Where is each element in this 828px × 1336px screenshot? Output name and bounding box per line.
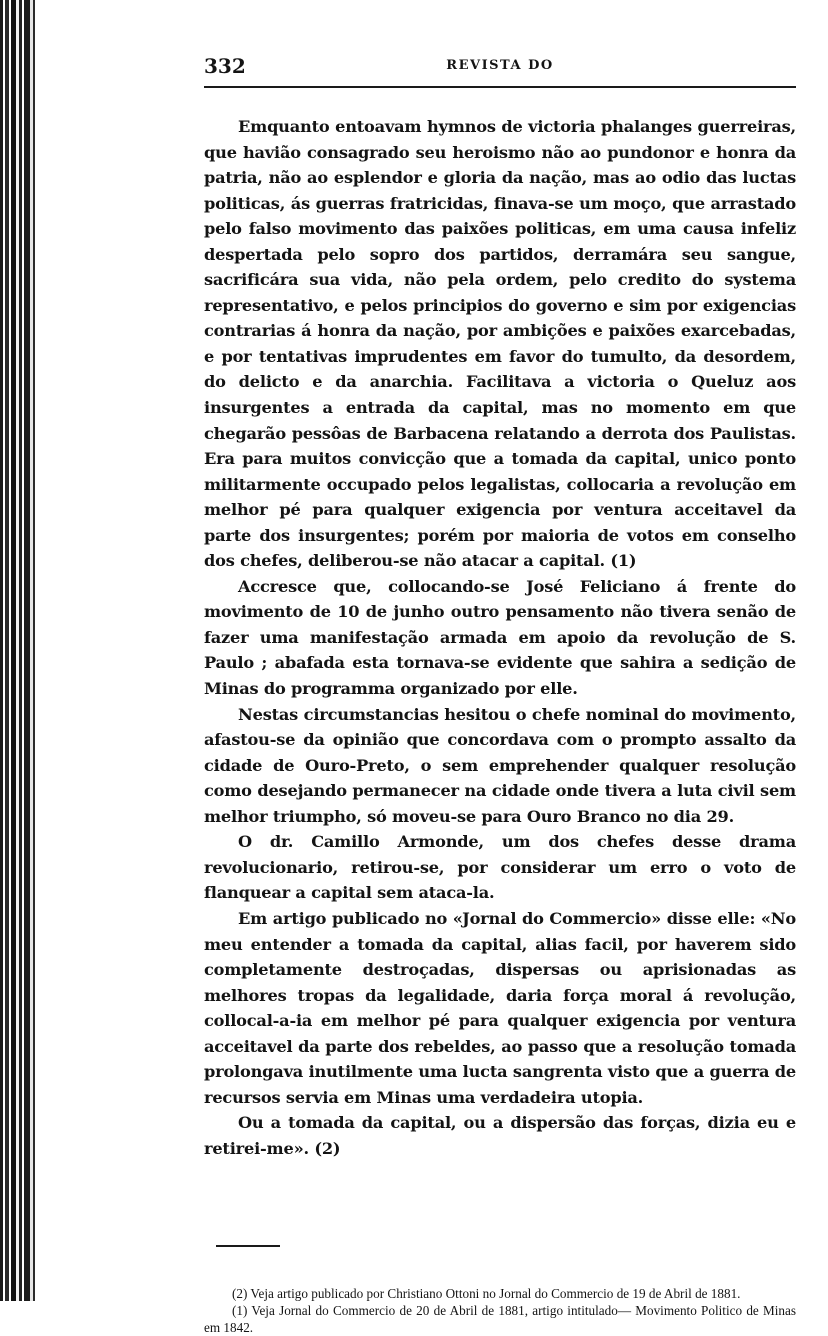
footnote-separator: [216, 1245, 280, 1247]
book-binding-gutter: [0, 0, 40, 1301]
footnote: (2) Veja artigo publicado por Christiano Ottoni no Jornal do Commercio de 19 de Abril de 1881.: [232, 1286, 741, 1302]
paragraph: Em artigo publicado no «Jornal do Commercio» disse elle: «No meu entender a tomada da capital, alias facil, por haverem sido completamente destroçadas, dispersas ou aprisionadas as melhores tropas da legalidade, daria força moral á revolução, collocal-a-ia em melhor pé para qualquer exigencia por ventura acceitavel da parte dos rebeldes, ao passo que a resolução tomada prolongava inutilmente uma lucta sangrenta visto que a guerra de recursos servia em Minas uma verdadeira utopia.: [204, 908, 796, 1107]
footnote: (1) Veja Jornal do Commercio de 20 de Abril de 1881, artigo intitulado— Movimento Politico de Minas em 1842.: [204, 1303, 796, 1336]
paragraph: Nestas circumstancias hesitou o chefe nominal do movimento, afastou-se da opinião que concordava com o prompto assalto da cidade de Ouro-Preto, o sem emprehender qualquer resolução como desejando permanecer na cidade onde tivera a luta civil sem melhor triumpho, só moveu-se para Ouro Branco no dia 29.: [204, 704, 796, 826]
running-head: REVISTA DO: [446, 58, 554, 73]
body-text: [204, 114, 796, 1161]
paragraph: Ou a tomada da capital, ou a dispersão das forças, dizia eu e retirei-me». (2): [204, 1113, 796, 1158]
page-number: 332: [204, 54, 246, 78]
paragraph: O dr. Camillo Armonde, um dos chefes desse drama revolucionario, retirou-se, por considerar um erro o voto de flanquear a capital sem ataca-la.: [204, 832, 796, 903]
footnotes: [204, 1285, 796, 1336]
document-page: [204, 54, 796, 1336]
paragraph: Emquanto entoavam hymnos de victoria phalanges guerreiras, que havião consagrado seu heroismo não ao pundonor e honra da patria, não ao esplendor e gloria da nação, mas ao odio das luctas politicas, ás guerras fratricidas, finava-se um moço, que arrastado pelo falso movimento das paixões politicas, em uma causa infeliz despertada pelo sopro dos partidos, derramára seu sangue, sacrificára sua vida, não pela ordem, pelo credito do systema representativo, e pelos principios do governo e sim por exigencias contrarias á honra da nação, por ambições e paixões exarcebadas, e por tentativas imprudentes em favor do tumulto, da desordem, do delicto e da anarchia. Facilitava a victoria o Queluz aos insurgentes a entrada da capital, mas no momento em que chegarão pessôas de Barbacena relatando a derrota dos Paulistas. Era para muitos convicção que a tomada da capital, unico ponto militarmente occupado pelos legalistas, collocaria a revolução em melhor pé para qualquer exigencia por ventura acceitavel da parte dos insurgentes; porém por maioria de votos em conselho dos chefes, deliberou-se não atacar a capital. (1): [204, 117, 796, 571]
paragraph: Accresce que, collocando-se José Feliciano á frente do movimento de 10 de junho outro pensamento não tivera senão de fazer uma manifestação armada em apoio da revolução de S. Paulo ; abafada esta tornava-se evidente que sahira a sedição de Minas do programma organizado por elle.: [204, 576, 796, 699]
page-header: [204, 54, 796, 86]
header-rule: [204, 86, 796, 88]
